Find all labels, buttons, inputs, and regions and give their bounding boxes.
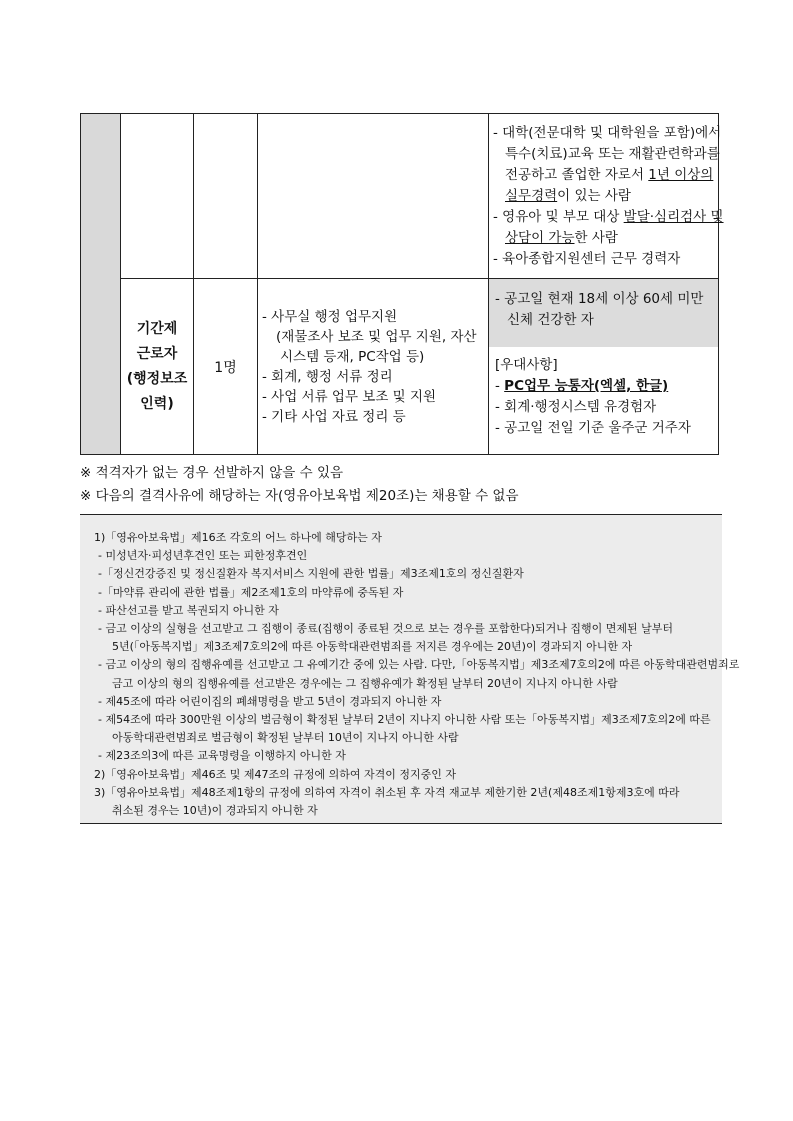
disqualification-line: - 제45조에 따라 어린이집의 폐쇄명령을 받고 5년이 경과되지 아니한 자 — [98, 694, 442, 708]
qualifications-cell — [489, 279, 719, 455]
job-title-line: 근로자 — [136, 345, 178, 362]
preference-line: - 공고일 전일 기준 울주군 거주자 — [495, 420, 691, 436]
disqualification-line: - 파산선고를 받고 복권되지 아니한 자 — [98, 603, 279, 617]
job-title-cell — [121, 279, 194, 455]
duties-cell — [258, 279, 489, 455]
requirement-line: - 공고일 현재 18세 이상 60세 미만 — [495, 291, 704, 307]
disqualification-line: 취소된 경우는 10년)이 경과되지 아니한 자 — [112, 804, 318, 818]
preference-line: - 회계·행정시스템 유경험자 — [495, 399, 657, 415]
disqualification-line: 1)「영유아보육법」제16조 각호의 어느 하나에 해당하는 자 — [94, 531, 382, 544]
disqualification-line: - 미성년자·피성년후견인 또는 피한정후견인 — [98, 549, 308, 563]
disqualification-line: - 금고 이상의 형의 집행유예를 선고받고 그 유예기간 중에 있는 사람. 다만,「아동복지법」제3조제7호의2에 따른 아동학대관련범죄로 — [98, 658, 740, 672]
preference-line: - PC업무 능통자(엑셀, 한글) — [495, 378, 669, 394]
disqualification-line: - 제23조의3에 따른 교육명령을 이행하지 아니한 자 — [98, 749, 346, 763]
requirement-line: 신체 건강한 자 — [507, 312, 594, 328]
requirements-box — [489, 279, 718, 347]
disqualification-line: 아동학대관련범죄로 벌금형이 확정된 날부터 10년이 지나지 아니한 사람 — [112, 731, 459, 745]
duty-line: - 사무실 행정 업무지원 — [262, 308, 398, 325]
duties-cell — [258, 114, 489, 279]
duty-line: 시스템 등재, PC작업 등) — [280, 348, 425, 365]
category-cell — [81, 114, 121, 455]
notes — [80, 462, 519, 508]
table-row — [81, 114, 719, 279]
duty-line: (재물조사 보조 및 업무 지원, 자산 — [276, 328, 477, 345]
qualification-line: 전공하고 졸업한 자로서 1년 이상의 — [505, 167, 714, 183]
disqualification-line: -「정신건강증진 및 정신질환자 복지서비스 지원에 관한 법률」제3조제1호의 정신질환자 — [98, 567, 524, 581]
disqualification-line: 2)「영유아보육법」제46조 및 제47조의 규정에 의하여 자격이 정지중인 자 — [94, 767, 457, 781]
duty-line: - 회계, 행정 서류 정리 — [262, 368, 393, 385]
disqualification-line: -「마약류 관리에 관한 법률」제2조제1호의 마약류에 중독된 자 — [98, 585, 404, 599]
preferences-box — [489, 347, 718, 439]
disqualification-line: 3)「영유아보육법」제48조제1항의 규정에 의하여 자격이 취소된 후 자격 재교부 제한기한 2년(제48조제1항제3호에 따라 — [94, 785, 680, 799]
qualifications-cell — [489, 114, 724, 279]
table-row — [81, 279, 719, 455]
disqualification-box — [80, 514, 740, 824]
qualification-line: 특수(치료)교육 또는 재활관련학과를 — [505, 146, 720, 162]
job-title-cell — [121, 114, 194, 279]
duty-line: - 기타 사업 자료 정리 등 — [262, 408, 406, 425]
recruitment-table — [80, 113, 724, 455]
disqualification-line: 5년(「아동복지법」제3조제7호의2에 따른 아동학대관련범죄를 저지른 경우에는 20년)이 경과되지 아니한 자 — [112, 640, 633, 654]
qualification-line: - 육아종합지원센터 근무 경력자 — [493, 251, 681, 267]
job-title-line: 인력) — [140, 395, 174, 412]
qualification-line: 실무경력이 있는 사람 — [505, 188, 631, 204]
preference-title: [우대사항] — [495, 357, 558, 373]
qualification-line: 상담이 가능한 사람 — [505, 230, 618, 246]
duty-line: - 사업 서류 업무 보조 및 지원 — [262, 388, 437, 405]
count-cell — [194, 279, 258, 455]
count-cell — [194, 114, 258, 279]
disqualification-line: 금고 이상의 형의 집행유예를 선고받은 경우에는 그 집행유예가 확정된 날부터 20년이 지나지 아니한 사람 — [112, 676, 618, 690]
qualification-line: - 대학(전문대학 및 대학원을 포함)에서 — [493, 125, 722, 141]
disqualification-line: - 제54조에 따라 300만원 이상의 벌금형이 확정된 날부터 2년이 지나지 아니한 사람 또는「아동복지법」제3조제7호의2에 따른 — [98, 713, 711, 727]
note-line: ※ 다음의 결격사유에 해당하는 자(영유아보육법 제20조)는 채용할 수 없음 — [80, 488, 519, 504]
disqualification-line: - 금고 이상의 실형을 선고받고 그 집행이 종료(집행이 종료된 것으로 보는 경우를 포함한다)되거나 집행이 면제된 날부터 — [98, 622, 674, 636]
job-title-line: (행정보조 — [126, 370, 188, 387]
qualification-line: - 영유아 및 부모 대상 발달·심리검사 및 — [493, 209, 724, 225]
headcount: 1명 — [214, 359, 237, 376]
job-title-line: 기간제 — [136, 320, 178, 337]
note-line: ※ 적격자가 없는 경우 선발하지 않을 수 있음 — [80, 465, 344, 481]
